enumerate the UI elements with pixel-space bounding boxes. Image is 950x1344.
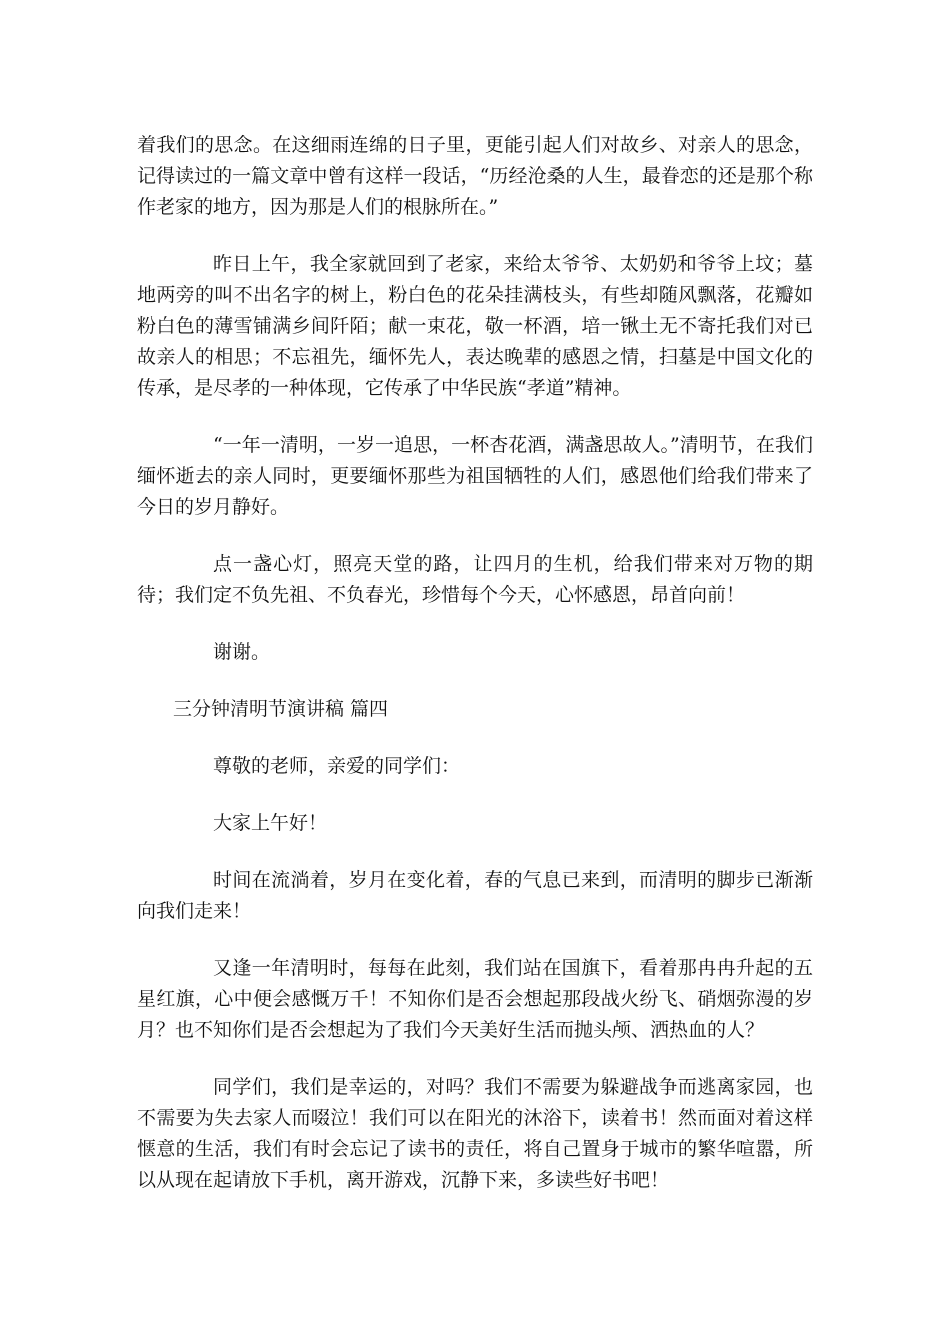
paragraph-students-reading: 同学们，我们是幸运的，对吗？我们不需要为躲避战争而逃离家园，也不需要为失去家人而啜泣！我们可以在阳光的沐浴下，读着书！然而面对着这样惬意的生活，我们有时会忘记了读书的责任，将自己置身于城市的繁华喧嚣，所以从现在起请放下手机，离开游戏，沉静下来，多读些好书吧！: [137, 1076, 813, 1191]
paragraph-time-flowing: 时间在流淌着，岁月在变化着，春的气息已来到，而清明的脚步已渐渐向我们走来！: [137, 869, 813, 922]
paragraph-heart-lamp: 点一盏心灯，照亮天堂的路，让四月的生机，给我们带来对万物的期待；我们定不负先祖、不负春光，珍惜每个今天，心怀感恩，昂首向前！: [137, 553, 813, 606]
paragraph-thanks: 谢谢。: [213, 641, 271, 663]
paragraph-tomb-sweeping: 昨日上午，我全家就回到了老家，来给太爷爷、太奶奶和爷爷上坟；墓地两旁的叫不出名字的树上，粉白色的花朵挂满枝头，有些却随风飘落，花瓣如粉白色的薄雪铺满乡间阡陌；献一束花，敬一杯酒，培一锹土无不寄托我们对已故亲人的相思；不忘祖先，缅怀先人，表达晚辈的感恩之情，扫墓是中国文化的传承，是尽孝的一种体现，它传承了中华民族“孝道”精神。: [137, 253, 813, 399]
paragraph-greeting-salutation: 尊敬的老师，亲爱的同学们：: [213, 755, 461, 777]
paragraph-good-morning: 大家上午好！: [213, 812, 328, 834]
section-heading: 三分钟清明节演讲稿 篇四: [173, 698, 389, 720]
paragraph-national-flag: 又逢一年清明时，每每在此刻，我们站在国旗下，看着那冉冉升起的五星红旗，心中便会感慨万千！不知你们是否会想起那段战火纷飞、硝烟弥漫的岁月？也不知你们是否会想起为了我们今天美好生活而抛头颅、洒热血的人？: [137, 957, 813, 1041]
paragraph-continued: 着我们的思念。在这细雨连绵的日子里，更能引起人们对故乡、对亲人的思念，记得读过的一篇文章中曾有这样一段话，“历经沧桑的人生，最眷恋的还是那个称作老家的地方，因为那是人们的根脉所在。”: [137, 134, 813, 218]
paragraph-qingming-quote: “一年一清明，一岁一追思，一杯杏花酒，满盏思故人。”清明节，在我们缅怀逝去的亲人同时，更要缅怀那些为祖国牺牲的人们，感恩他们给我们带来了今日的岁月静好。: [137, 434, 813, 518]
document-body: [137, 130, 813, 1222]
